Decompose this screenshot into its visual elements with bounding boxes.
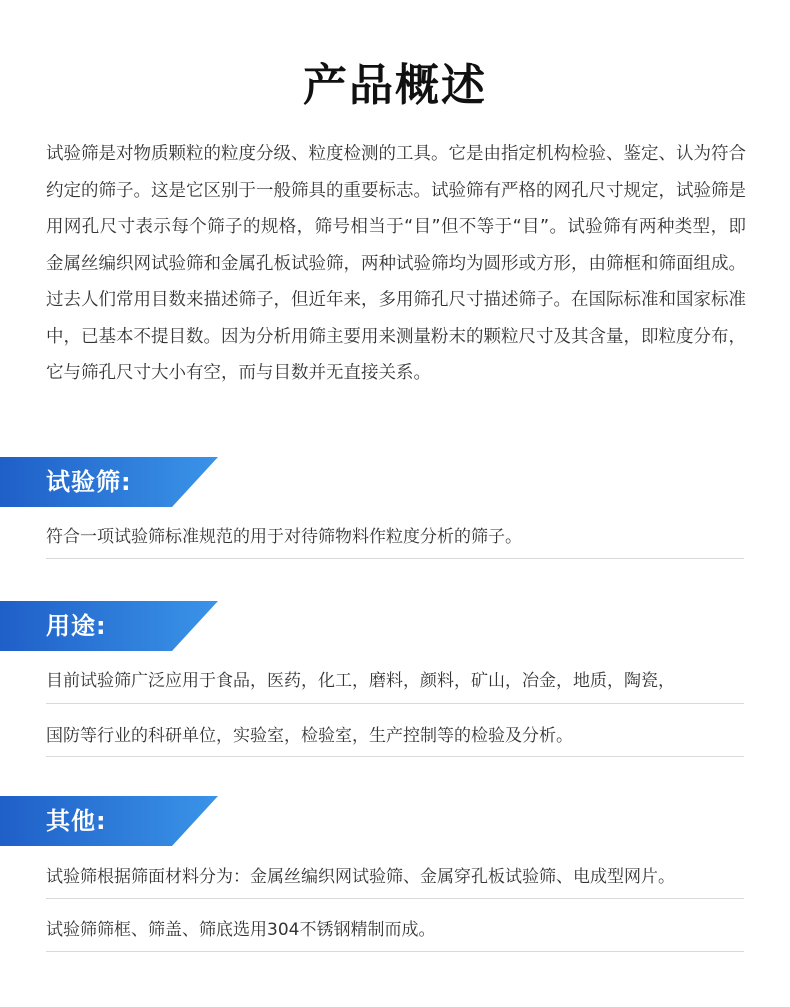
section-header-usage — [0, 601, 220, 651]
section-header-banner — [0, 601, 220, 651]
section-header-banner — [0, 796, 220, 846]
section-row: 试验筛筛框、筛盖、筛底选用304不锈钢精制而成。 — [46, 920, 436, 940]
row-divider — [46, 756, 744, 757]
section-row: 试验筛根据筛面材料分为：金属丝编织网试验筛、金属穿孔板试验筛、电成型网片。 — [46, 867, 675, 887]
section-row: 目前试验筛广泛应用于食品，医药，化工，磨料，颜料，矿山，冶金，地质，陶瓷， — [46, 671, 675, 691]
intro-paragraph: 试验筛是对物质颗粒的粒度分级、粒度检测的工具。它是由指定机构检验、鉴定、认为符合约定的筛子。这是它区别于一般筛具的重要标志。试验筛有严格的网孔尺寸规定，试验筛是用网孔尺寸表示每个筛子的规格，筛号相当于“目”但不等于“目”。试验筛有两种类型，即金属丝编织网试验筛和金属孔板试验筛，两种试验筛均为圆形或方形，由筛框和筛面组成。过去人们常用目数来描述筛子，但近年来，多用筛孔尺寸描述筛子。在国际标准和国家标准中，已基本不提目数。因为分析用筛主要用来测量粉末的颗粒尺寸及其含量，即粒度分布，它与筛孔尺寸大小有空，而与目数并无直接关系。 — [46, 144, 746, 383]
section-heading: 试验筛: — [46, 468, 132, 496]
section-header-sieve — [0, 457, 220, 507]
row-divider — [46, 898, 744, 899]
page-title: 产品概述 — [303, 60, 487, 111]
row-divider — [46, 951, 744, 952]
row-divider — [46, 703, 744, 704]
section-row: 符合一项试验筛标准规范的用于对待筛物料作粒度分析的筛子。 — [46, 527, 522, 547]
section-heading: 其他: — [46, 807, 107, 835]
row-divider — [46, 558, 744, 559]
section-row: 国防等行业的科研单位，实验室，检验室，生产控制等的检验及分析。 — [46, 726, 573, 746]
section-header-other — [0, 796, 220, 846]
section-heading: 用途: — [46, 612, 107, 640]
